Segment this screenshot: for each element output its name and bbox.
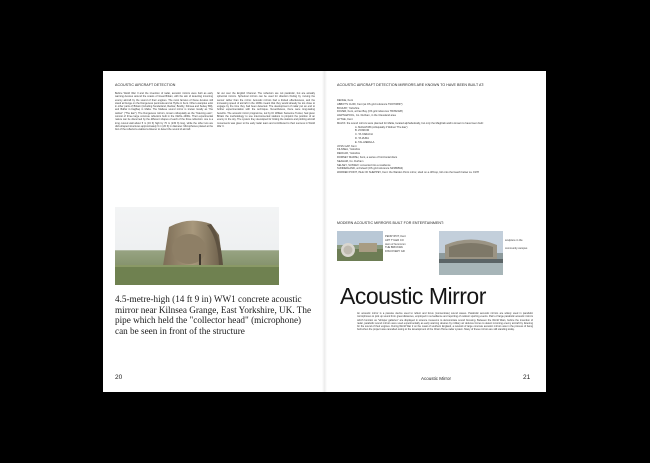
left-page [103, 71, 324, 392]
list-item: SEAHAM, Co. Durham [337, 159, 364, 163]
modern-mirror-illustration-2 [439, 231, 503, 275]
list-item: PENNYPOT, Kent [385, 235, 406, 238]
list-item: HYTHE, Kent [337, 117, 353, 121]
left-body-column-1 [115, 92, 213, 202]
list-item: REDCAR, Yorkshire [337, 152, 361, 156]
list-item: D. TA ZURA [355, 136, 370, 140]
modern-mirrors-notes [505, 239, 545, 251]
mirror-sites-list [337, 99, 533, 175]
list-item: sculpture in the [505, 239, 523, 242]
modern-mirror-photo-2 [439, 231, 503, 275]
list-item: DENGE, Kent [337, 99, 354, 102]
right-heading: ACOUSTIC AIRCRAFT DETECTION MIRRORS ARE KNOWN TO HAVE BEEN BUILT AT: [337, 83, 485, 87]
list-item: KILNSEA, Yorkshire [337, 148, 361, 152]
left-page-number: 20 [115, 374, 123, 381]
photo-caption: 4.5-metre-high (14 ft 9 in) WW1 concrete acoustic mirror near Kilnsea Grange, East Yorkshire, UK. The pipe which held the "collector head" (microphone) can be seen in front of the structure [115, 294, 312, 336]
right-body-text [357, 312, 533, 364]
left-heading: ACOUSTIC AIRCRAFT DETECTION [115, 83, 176, 87]
list-item: MALTA: the sound mirrors were planned for Malta, located alphabetically, but only the Maghtab wall is known to have been built: [337, 121, 484, 125]
modern-mirror-photo-1 [337, 231, 383, 261]
list-item: WARDEN POINT, ISLE OF SHEPPEY, Kent: the Warden Point mirror, sited on a cliff-top, fell onto the beach below ca. 1978 [337, 171, 479, 175]
list-item: ROMNEY MARSH, Kent, a series of horizontal discs [337, 155, 398, 159]
left-body-column-2 [217, 92, 315, 202]
modern-mirror-illustration-1 [337, 231, 383, 261]
body-text-col2: far out over the English Channel. The reflectors are not parabolic, but are actually spherical mirrors. Spherical mirrors can be used for direction finding by moving the sensor rather than the mirror. Acoustic mirrors had a limited effectiveness, and the increasing speed of aircraft in the 1930s meant that they would already be too close to engage by the time they had been detected. The development of radar put an end to further experimentation with the technique. Nevertheless, there were long-lasting benefits. The acoustic mirror programme, led by Dr William Sansome Tucker, had given Britain the methodology to use interconnected stations to pinpoint the position of an enemy in the sky. The system they developed for linking the stations and plotting aircraft movements was given to the early radar team and contributed to their success in World War II. [217, 92, 315, 128]
body-text-col1: Before World War II and the invention of radar, acoustic mirrors were built as early warning devices around the coasts of Great Britain, with the aim of detecting incoming enemy aircraft by the sound of their engines. The most famous of these devices still stand at Denge on the Dungeness peninsula and at Hythe in Kent. Other examples exist in other parts of Britain (including Sunderland, Redcar, Boulby, Kilnsea and Selsey Bill), and Baħar iċ-Ċagħaq in Malta. The Maltese sound mirror is known locally as "the widnet" ("The Ear"). The Dungeness mirrors, known colloquially as the "listening ears", consist of three large concrete reflectors built in the 1920s–1930s. Their experimental nature can be discerned by the different shapes of each of the three reflectors: one is a long curved wall about 5 m (16 ft) high by 70 m (230 ft) long, while the other two are dish-shaped structures approximately 6 m (20 ft) in diameter. Microphones placed at the foci of the reflectors enabled a listener to detect the sound of aircraft [115, 92, 213, 132]
right-page-number: 21 [523, 374, 531, 381]
list-item: JOSS GAP, Kent [337, 144, 357, 148]
list-item: SELSEY, SUSSEX: converted into a residence [337, 163, 391, 167]
list-item: DISCOVERY GR [385, 250, 405, 254]
list-item: SUNDERLAND, at Fulwell (OS grid reference NZ389594) [337, 167, 404, 171]
list-item: BOULBY, Yorkshire [337, 106, 360, 110]
book-spread [103, 71, 546, 392]
list-item: THE BRICKWA [385, 246, 403, 250]
running-title: Acoustic Mirror [421, 376, 452, 381]
list-item: community campus [505, 246, 528, 250]
chapter-title: Acoustic Mirror [340, 283, 486, 309]
list-item: C. TA XARACH [355, 133, 373, 137]
acoustic-mirror-photo [115, 207, 279, 285]
right-page [325, 71, 546, 392]
list-item: DOVER, Kent, at Fan Bay (OS grid reference TR352428) [337, 110, 403, 114]
modern-mirrors-heading: MODERN ACOUSTIC MIRRORS BUILT FOR ENTERTAINMENT: [337, 221, 444, 225]
list-item: A. MAGHTAB (colloquially il Widnet 'The Ear') [355, 125, 408, 129]
list-item: HARTLEPOOL, Co. Durham, in the Cleveland area [337, 114, 396, 118]
list-item: B. ZONKOR [355, 129, 370, 133]
list-item: town of hummmm [385, 242, 406, 246]
list-item: ART TYLER CO [385, 238, 404, 242]
list-item: E. TAL-MERHLA [355, 140, 375, 144]
acoustic-mirror-illustration [115, 207, 279, 285]
body-text-right: An acoustic mirror is a passive device used to reflect and focus (concentrate) sound waves. Parabolic acoustic mirrors are widely used in parabolic microphones to pick up sound from great distances, employed in surveillance and reporting of outdoor sporting events. Pairs of large parabolic acoustic mirrors which function as "whisper galleries" are displayed in science museums to demonstrate sound focusing. Between the World Wars, before the invention of radar, parabolic sound mirrors were used experimentally as early warning devices by military air defence forces to detect incoming enemy aircraft by listening for the sound of their engines. During World War 2 on the coast of southern England, a network of large concrete acoustic mirrors was in the process of being built when the project was cancelled owing to the development of the Chain Home radar system. Many of these mirrors are still standing today. [357, 312, 533, 332]
list-item: ABBOT'S CLIFF, Kent (at OS grid reference TR270383?) [337, 102, 403, 106]
